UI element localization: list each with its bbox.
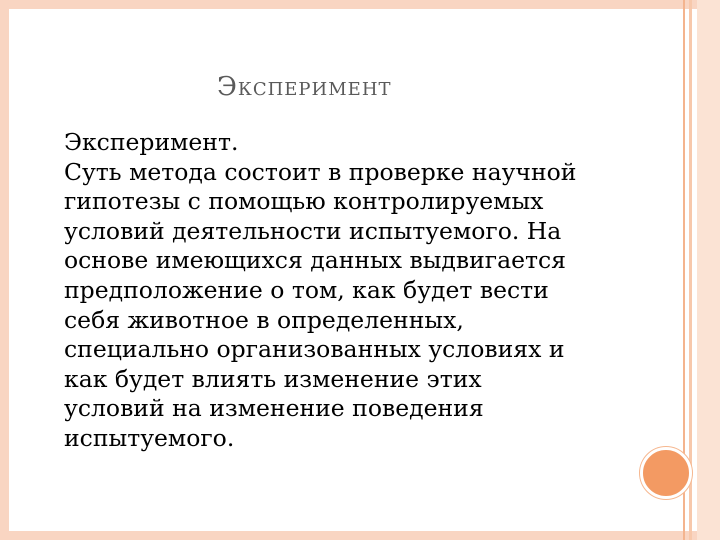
- frame-top-border: [0, 0, 720, 9]
- decorative-circle-icon: [640, 447, 692, 499]
- frame-right-band: [697, 0, 720, 540]
- slide-title: Эксперимент: [217, 72, 392, 102]
- frame-bottom-border: [0, 531, 720, 540]
- content-body: Суть метода состоит в проверке научной гипотезы с помощью контролируемых условий деятельности испытуемого. На основе имеющихся данных выдвигается предположение о том, как будет вести себя животное в определенных, специально организованных условиях и как будет влиять изменение этих условий на изменение поведения испытуемого.: [64, 157, 577, 452]
- frame-left-border: [0, 0, 9, 540]
- slide-content: [64, 128, 644, 454]
- content-heading: Эксперимент.: [64, 128, 239, 156]
- frame-right-line: [689, 0, 692, 540]
